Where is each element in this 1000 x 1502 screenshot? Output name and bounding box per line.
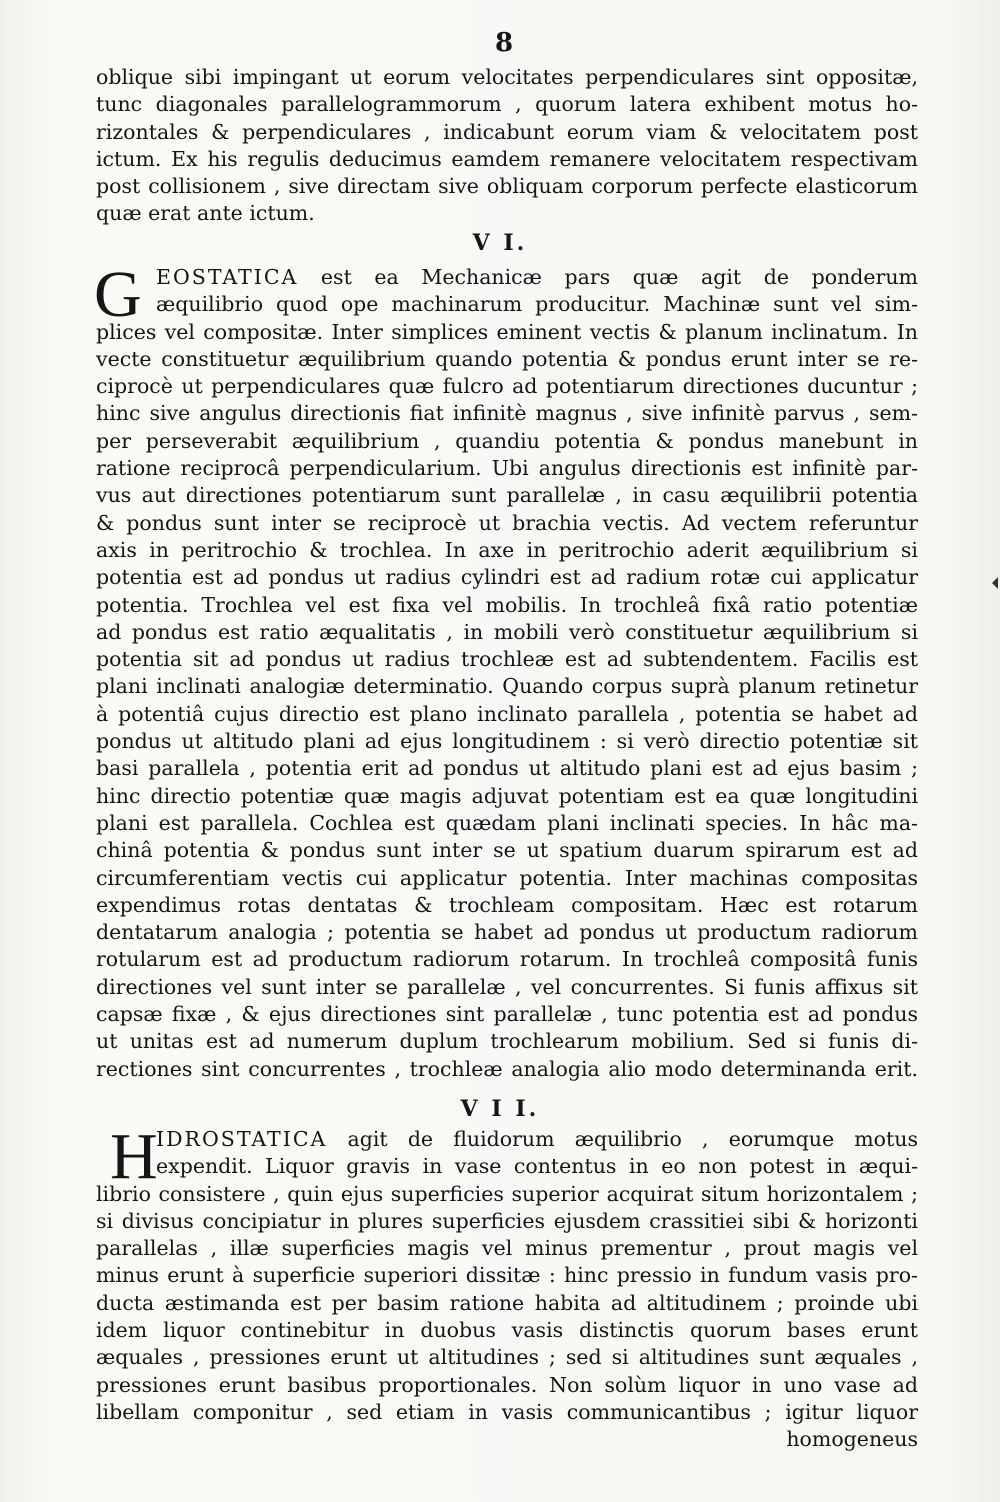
text-line: circumferentiam vectis cui applicatur potentia. Inter machinas compositas xyxy=(96,865,918,890)
text-line: expendimus rotas dentatas & trochleam compositam. Hæc est rotarum xyxy=(96,892,918,917)
text-line: per perseverabit æquilibrium , quandiu potentia & pondus manebunt in xyxy=(96,428,918,453)
text-line: libellam componitur , sed etiam in vasis communicantibus ; igitur liquor xyxy=(96,1399,918,1424)
first-word: EOSTATICA xyxy=(156,265,299,289)
section-vi-body xyxy=(94,258,918,1083)
text-line: expendit. Liquor gravis in vase contentus in eo non potest in æqui- xyxy=(156,1154,918,1179)
text-line: pressiones erunt basibus proportionales. Non solùm liquor in uno vase ad xyxy=(96,1372,918,1397)
text-line: ad pondus est ratio æqualitatis , in mobili verò constituetur æquilibrium si xyxy=(96,619,918,644)
text-line: post collisionem , sive directam sive obliquam corporum perfecte elasticorum xyxy=(96,174,918,199)
text-line: dentatarum analogia ; potentia se habet ad pondus ut productum radiorum xyxy=(96,920,918,945)
text-line: quæ erat ante ictum. xyxy=(96,201,315,226)
section-heading-vi: V I. xyxy=(472,230,528,256)
text-line: æquilibrio quod ope machinarum producitur. Machinæ sunt vel sim- xyxy=(156,292,918,317)
text-line: directiones vel sunt inter se parallelæ , vel concurrentes. Si funis affixus sit xyxy=(96,974,918,999)
text-line: hinc directio potentiæ quæ magis adjuvat potentiam est ea quæ longitudini xyxy=(96,783,918,808)
text-line: oblique sibi impingant ut eorum velocitates perpendiculares sint oppositæ, xyxy=(96,65,918,89)
text-line: si divisus concipiatur in plures superficies ejusdem crassitiei sibi & horizonti xyxy=(96,1208,918,1233)
text-line: ictum. Ex his regulis deducimus eamdem remanere velocitatem respectivam xyxy=(96,146,918,171)
text-line: pondus ut altitudo plani ad ejus longitudinem : si verò directio potentiæ sit xyxy=(96,729,918,754)
text-fragment: agit de fluidorum æquilibrio , eorumque motus xyxy=(327,1127,918,1151)
intro-paragraph xyxy=(96,64,918,228)
margin-mark xyxy=(992,577,998,589)
page-number: 8 xyxy=(495,28,514,58)
text-line: ratione reciprocâ perpendicularium. Ubi angulus directionis est infinitè par- xyxy=(96,456,918,481)
text-line: ciprocè ut perpendiculares quæ fulcro ad potentiarum directiones ducuntur ; xyxy=(96,374,918,399)
text-line: rizontales & perpendiculares , indicabunt eorum viam & velocitatem post xyxy=(96,119,918,144)
text-line: chinâ potentia & pondus sunt inter se ut spatium duarum spirarum est ad xyxy=(96,838,918,863)
text-line: à potentiâ cujus directio est plano inclinato parallela , potentia se habet ad xyxy=(96,701,918,726)
text-line: idem liquor continebitur in duobus vasis distinctis quorum bases erunt xyxy=(96,1318,918,1343)
text-line: potentia. Trochlea vel est fixa vel mobilis. In trochleâ fixâ ratio potentiæ xyxy=(96,592,918,617)
text-line: vecte constituetur æquilibrium quando potentia & pondus erunt inter se re- xyxy=(96,346,918,371)
drop-cap-h: H xyxy=(110,1120,158,1193)
text-line: librio consistere , quin ejus superficies superior acquirat situm horizontalem ; xyxy=(96,1181,918,1206)
text-line: tunc diagonales parallelogrammorum , quorum latera exhibent motus ho- xyxy=(96,92,918,117)
text-line: axis in peritrochio & trochlea. In axe in peritrochio aderit æquilibrium si xyxy=(96,537,918,562)
text-line: & pondus sunt inter se reciprocè ut brachia vectis. Ad vectem referuntur xyxy=(96,510,918,535)
text-line: rectiones sint concurrentes , trochleæ analogia alio modo determinanda erit. xyxy=(96,1056,918,1081)
text-line: basi parallela , potentia erit ad pondus ut altitudo plani est ad ejus basim ; xyxy=(96,756,918,781)
text-line: plani inclinati analogiæ determinatio. Quando corpus suprà planum retinetur xyxy=(96,674,918,699)
text-line: rotularum est ad productum radiorum rotarum. In trochleâ compositâ funis xyxy=(96,947,918,972)
catchword: homogeneus xyxy=(786,1427,918,1452)
text-fragment: est ea Mechanicæ pars quæ agit de ponderum xyxy=(298,265,918,289)
text-line: potentia est ad pondus ut radius cylindri est ad radium rotæ cui applicatur xyxy=(96,565,918,590)
text-line: minus erunt à superficie superiori dissitæ : hinc pressio in fundum vasis pro- xyxy=(96,1263,918,1288)
drop-cap-g: G xyxy=(94,258,142,331)
text-line: potentia sit ad pondus ut radius trochleæ est ad subtendentem. Facilis est xyxy=(96,647,918,672)
text-line: capsæ fixæ , & ejus directiones sint parallelæ , tunc potentia est ad pondus xyxy=(96,1002,918,1027)
text-line: ut unitas est ad numerum duplum trochlearum mobilium. Sed si funis di- xyxy=(96,1029,918,1054)
section-vii-body xyxy=(96,1120,918,1454)
first-word: IDROSTATICA xyxy=(156,1127,328,1151)
text-line: parallelas , illæ superficies magis vel minus prementur , prout magis vel xyxy=(96,1236,918,1261)
text-line: plani est parallela. Cochlea est quædam plani inclinati species. In hâc ma- xyxy=(96,810,918,835)
text-line: æquales , pressiones erunt ut altitudines ; sed si altitudines sunt æquales , xyxy=(96,1345,918,1370)
text-line: hinc sive angulus directionis fiat infinitè magnus , sive infinitè parvus , sem- xyxy=(96,401,918,426)
text-line-first xyxy=(96,1126,918,1153)
section-heading-vii: V I I. xyxy=(460,1096,540,1122)
text-line: ducta æstimanda est per basim ratione habita ad altitudinem ; proinde ubi xyxy=(96,1290,918,1315)
text-line-first xyxy=(96,264,918,291)
text-line: vus aut directiones potentiarum sunt parallelæ , in casu æquilibrii potentia xyxy=(96,483,918,508)
text-line: plices vel compositæ. Inter simplices eminent vectis & planum inclinatum. In xyxy=(96,319,918,344)
